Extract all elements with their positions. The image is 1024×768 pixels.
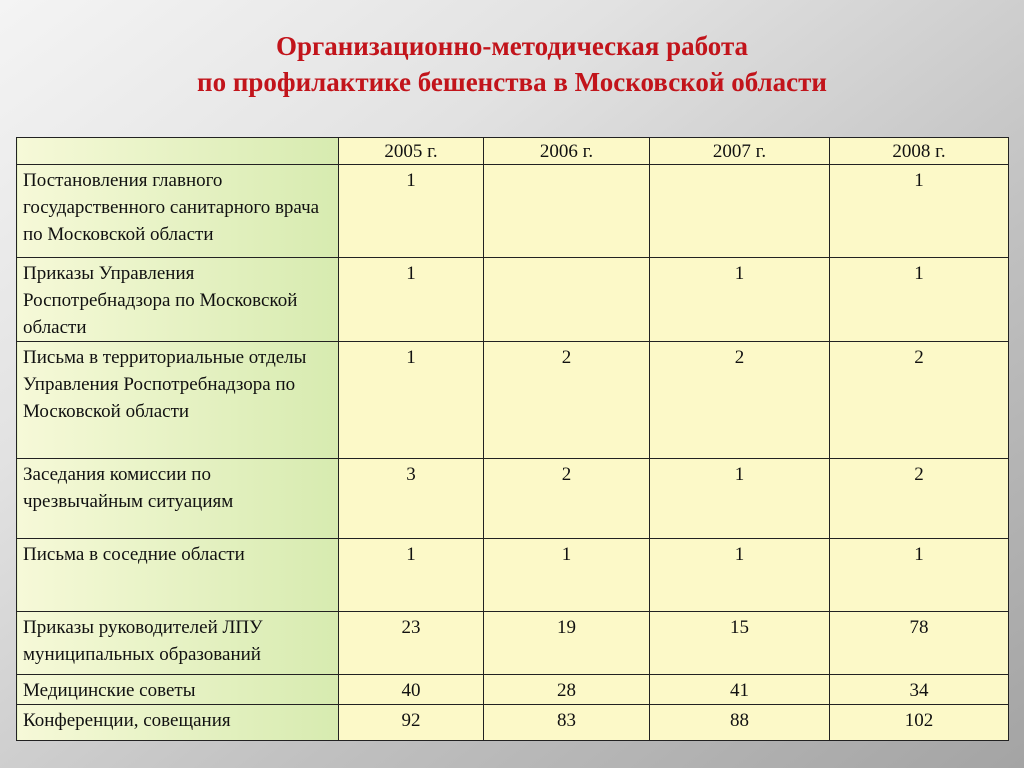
table-cell: 1 [830, 165, 1009, 258]
table-cell: 1 [339, 539, 484, 612]
table-cell: 19 [484, 612, 650, 675]
table-cell: 102 [830, 705, 1009, 741]
table-row [17, 612, 1009, 675]
table-cell: 2 [484, 342, 650, 459]
table-row [17, 342, 1009, 459]
table-cell [484, 258, 650, 342]
page-title [0, 28, 1024, 100]
title-line-2: по профилактике бешенства в Московской области [197, 67, 827, 97]
table-row [17, 459, 1009, 539]
row-label: Письма в соседние области [17, 539, 339, 612]
table-cell: 2 [830, 459, 1009, 539]
table-cell: 1 [830, 258, 1009, 342]
table-cell: 1 [650, 258, 830, 342]
table-cell: 2 [484, 459, 650, 539]
table-row [17, 258, 1009, 342]
table-cell: 40 [339, 675, 484, 705]
table-cell [484, 165, 650, 258]
table-cell: 41 [650, 675, 830, 705]
table-cell: 15 [650, 612, 830, 675]
table-cell: 1 [339, 165, 484, 258]
table-cell: 83 [484, 705, 650, 741]
table-cell: 3 [339, 459, 484, 539]
row-label: Заседания комиссии по чрезвычайным ситуациям [17, 459, 339, 539]
row-label: Приказы руководителей ЛПУ муниципальных образований [17, 612, 339, 675]
row-label: Письма в территориальные отделы Управления Роспотребнадзора по Московской области [17, 342, 339, 459]
column-header: 2008 г. [830, 138, 1009, 165]
table-cell: 1 [650, 459, 830, 539]
header-row [17, 138, 1009, 165]
column-header: 2006 г. [484, 138, 650, 165]
table-cell: 28 [484, 675, 650, 705]
table-row [17, 539, 1009, 612]
table-cell: 88 [650, 705, 830, 741]
table-row [17, 705, 1009, 741]
table-row [17, 165, 1009, 258]
table-cell: 2 [650, 342, 830, 459]
table-cell: 23 [339, 612, 484, 675]
table-cell: 1 [339, 258, 484, 342]
row-label: Конференции, совещания [17, 705, 339, 741]
table-cell: 78 [830, 612, 1009, 675]
header-corner-cell [17, 138, 339, 165]
column-header: 2005 г. [339, 138, 484, 165]
table-row [17, 675, 1009, 705]
table-cell: 34 [830, 675, 1009, 705]
row-label: Медицинские советы [17, 675, 339, 705]
table-cell: 1 [484, 539, 650, 612]
table-cell: 2 [830, 342, 1009, 459]
title-line-1: Организационно-методическая работа [275, 31, 749, 61]
table-cell: 1 [339, 342, 484, 459]
data-table [16, 137, 1009, 741]
row-label: Постановления главного государственного санитарного врача по Московской области [17, 165, 339, 258]
row-label: Приказы Управления Роспотребнадзора по Московской области [17, 258, 339, 342]
table-cell: 92 [339, 705, 484, 741]
table-cell [650, 165, 830, 258]
column-header: 2007 г. [650, 138, 830, 165]
table-cell: 1 [830, 539, 1009, 612]
table-cell: 1 [650, 539, 830, 612]
